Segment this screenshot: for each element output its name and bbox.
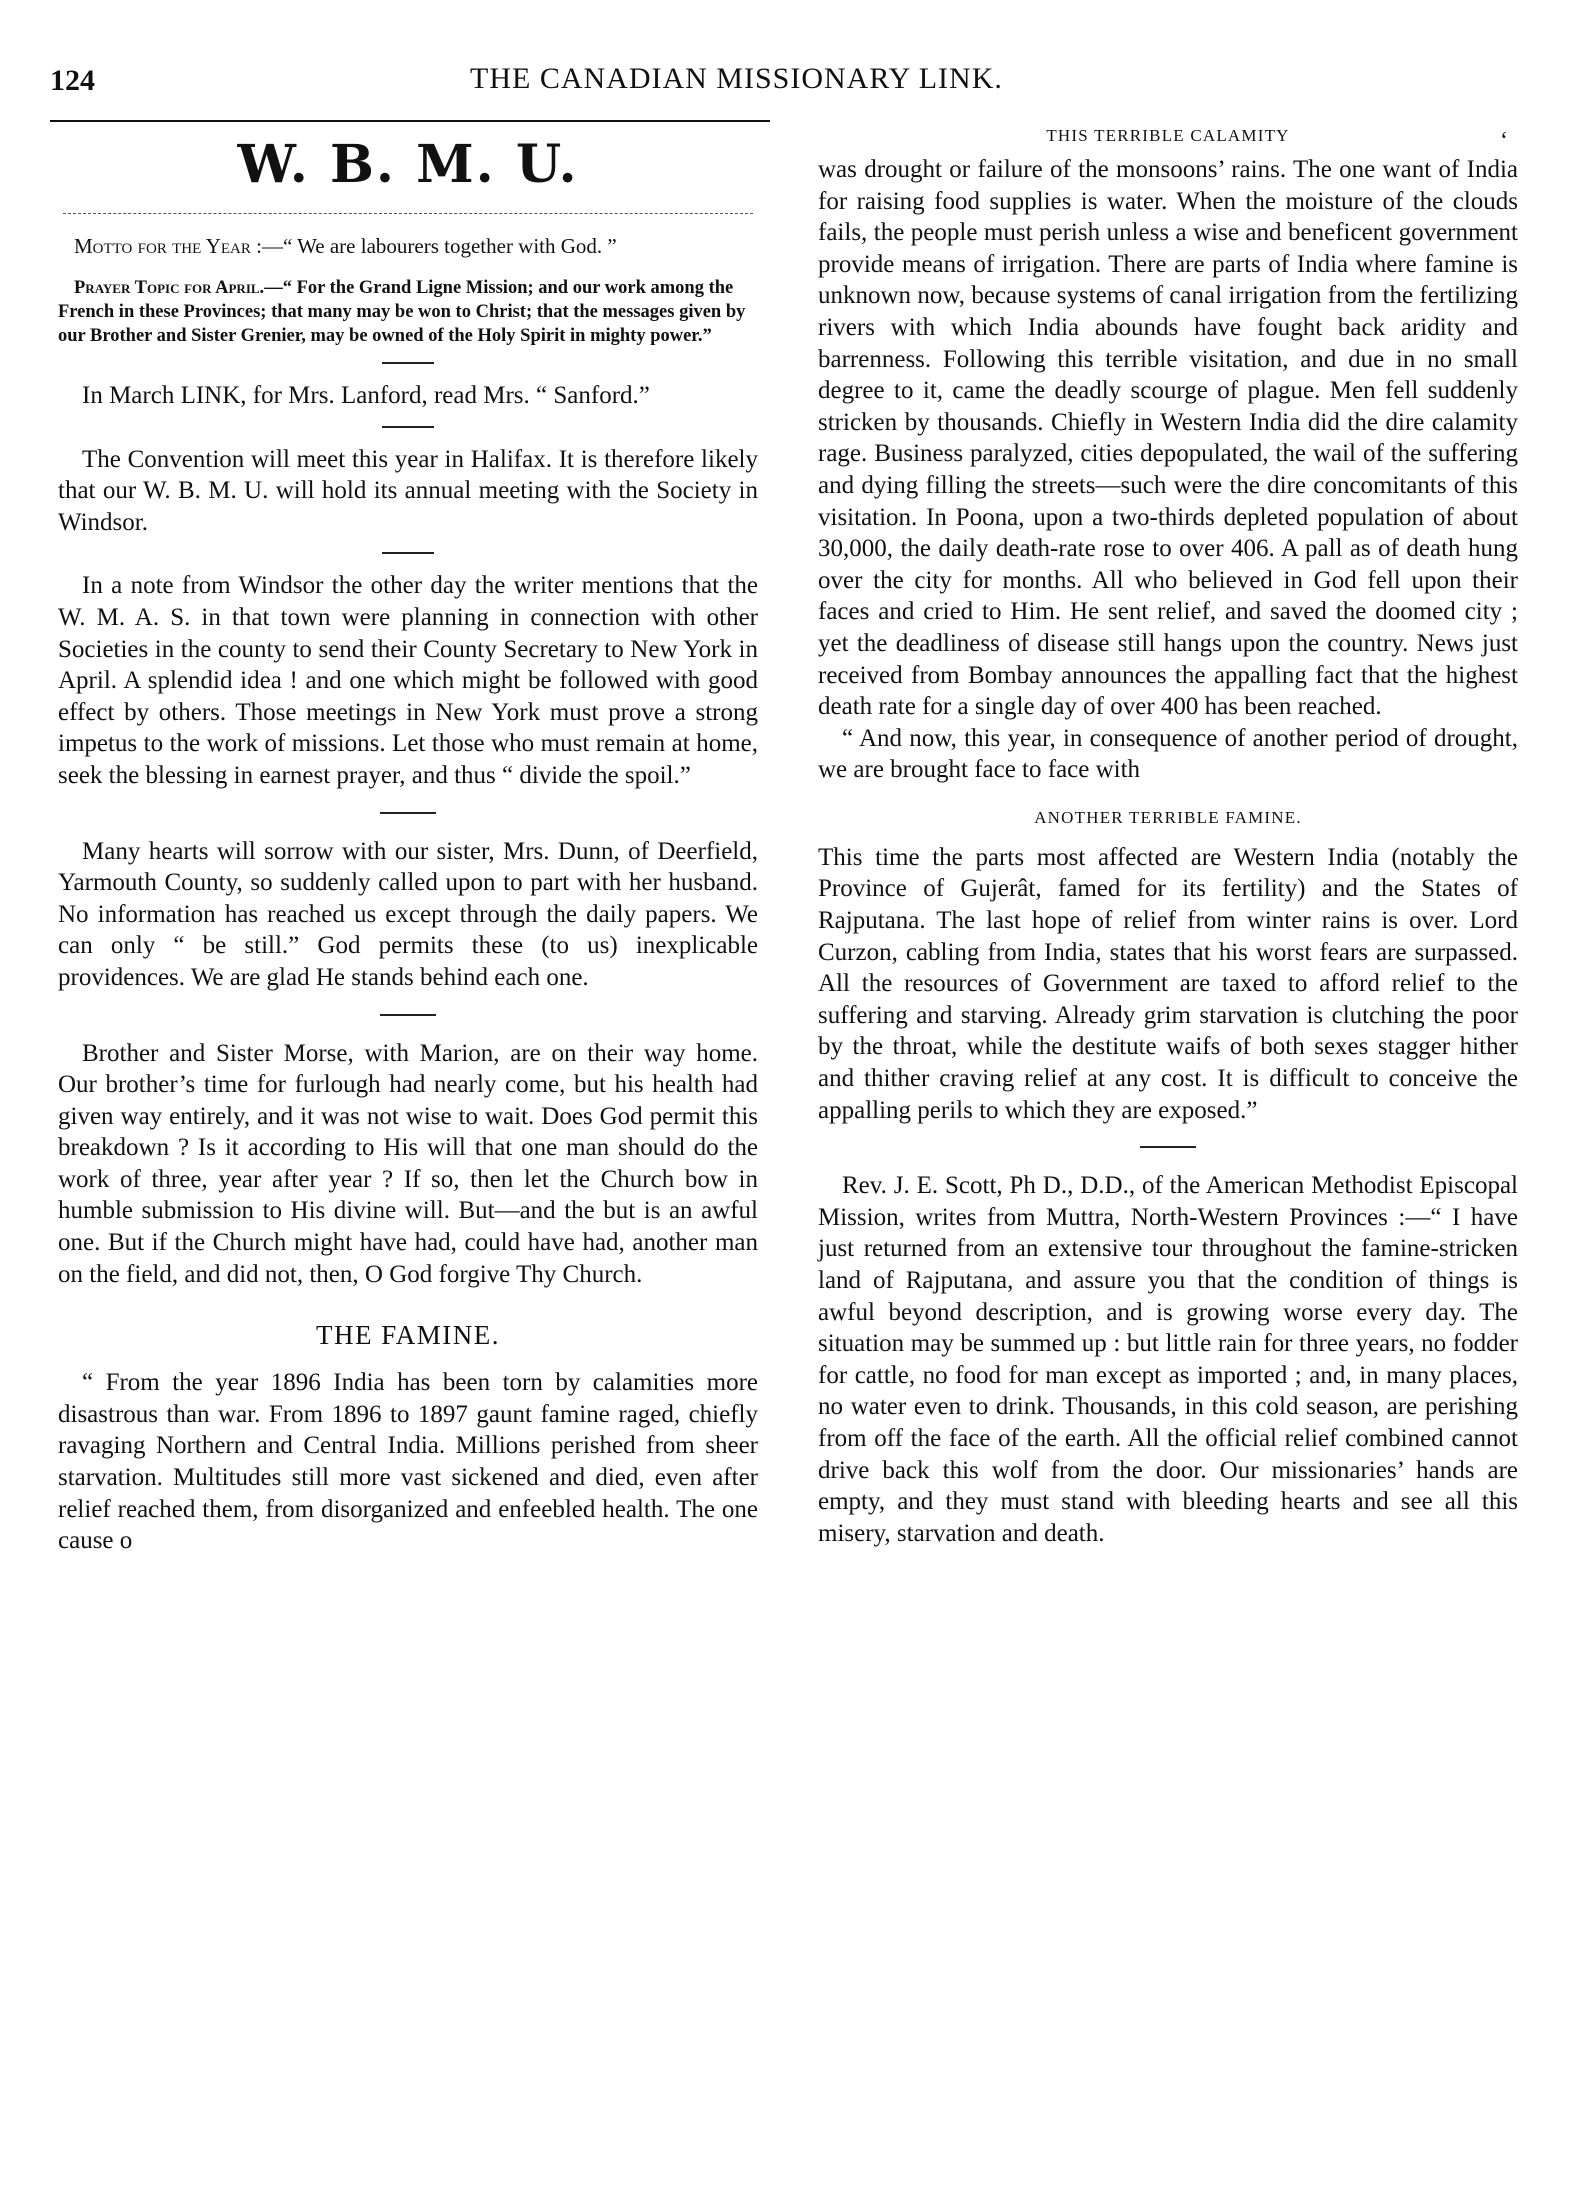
margin-mark: ‘ bbox=[1500, 128, 1508, 154]
paragraph-drought: “ And now, this year, in consequence of another period of drought, we are brought face to face with bbox=[818, 724, 1518, 784]
running-header bbox=[50, 60, 1530, 110]
paragraph-windsor-note: In a note from Windsor the other day the writer mentions that the W. M. A. S. in that town were planning in connection with other Societies in the county to send their County Secretary to New York in April. A splendid idea ! and one which might be followed with good effect by others. Those meetings in New York must prove a strong impetus to the work of missions. Let those who must remain at home, seek the blessing in earnest prayer, and thus “ divide the spoil.” bbox=[58, 572, 758, 789]
prayer-topic-lead: Prayer Topic for April. bbox=[74, 278, 265, 298]
masthead: W. B. M. U. bbox=[237, 134, 579, 195]
prayer-topic-text: —“ For the Grand Ligne Mission; and our work among the French in these Provinces; that many may be won to Christ; that the messages given by our Brother and Sister Grenier, may be owned of the Holy Spirit in mighty power.” bbox=[58, 278, 746, 346]
separator-rule bbox=[380, 1014, 436, 1016]
paragraph-morse: Brother and Sister Morse, with Marion, are on their way home. Our brother’s time for furlough had nearly come, but his health had given way entirely, and it was not wise to wait. Does God permit this breakdown ? Is it according to His will that one man should do the work of three, year after year ? If so, then let the Church bow in humble submission to His divine will. But—and the but is an awful one. But if the Church might have had, could have had, another man on the field, and did not, then, O God forgive Thy Church. bbox=[58, 1039, 758, 1288]
left-column bbox=[58, 126, 758, 1557]
section-heading-famine: THE FAMINE. bbox=[316, 1320, 500, 1351]
masthead-rule bbox=[63, 213, 753, 214]
prayer-topic bbox=[58, 276, 758, 348]
paragraph-calamity: was drought or failure of the monsoons’ rains. The one want of India for raising food supplies is water. When the moisture of the clouds fails, the people must perish unless a wise and beneficent government provide means of irrigation. There are parts of India where famine is unknown now, because systems of canal irrigation from the fertilizing rivers with which India abounds have fought back aridity and barrenness. Following this terrible visitation, and due in no small degree to it, came the deadly scourge of plague. Men fell suddenly stricken by thousands. Chiefly in Western India did the dire calamity rage. Business paralyzed, cities depopulated, the wail of the suffering and dying filling the streets—such were the dire concomitants of this visitation. In Poona, upon a two-thirds depleted population of about 30,000, the daily death-rate rose to over 406. A pall as of death hung over the city for months. All who believed in God fell upon their faces and cried to Him. He sent relief, and saved the doomed city ; yet the deadliness of disease still hangs upon the country. News just received from Bombay announces the appalling fact that the highest death rate for a single day of over 400 has been reached. bbox=[818, 156, 1518, 721]
subheading-another-famine: ANOTHER TERRIBLE FAMINE. bbox=[1034, 807, 1302, 827]
paragraph-dunn: Many hearts will sorrow with our sister, Mrs. Dunn, of Deerfield, Yarmouth County, so suddenly called upon to part with her husband. No information has reached us except through the daily papers. We can only “ be still.” God permits these (to us) inexplicable providences. We are glad He stands behind each one. bbox=[58, 837, 758, 991]
running-title: THE CANADIAN MISSIONARY LINK. bbox=[470, 62, 1003, 95]
paragraph-famine-intro: “ From the year 1896 India has been torn by calamities more disastrous than war. From 1896 to 1897 gaunt famine raged, chiefly ravaging Northern and Central India. Millions perished from sheer starvation. Multitudes still more vast sickened and died, even after relief reached them, from disorganized and enfeebled health. The one cause o bbox=[58, 1369, 758, 1555]
paragraph-convention: The Convention will meet this year in Halifax. It is therefore likely that our W. B. M. U. will hold its annual meeting with the Society in Windsor. bbox=[58, 445, 758, 536]
page-number: 124 bbox=[50, 64, 95, 97]
separator-rule bbox=[382, 362, 434, 364]
header-rule bbox=[50, 120, 770, 122]
motto-lead: Motto for the Year bbox=[74, 234, 251, 258]
right-column bbox=[818, 126, 1518, 1549]
subheading-terrible-calamity: THIS TERRIBLE CALAMITY bbox=[1046, 126, 1290, 145]
separator-rule bbox=[382, 552, 434, 554]
separator-rule bbox=[380, 812, 436, 814]
motto bbox=[58, 232, 758, 260]
paragraph-correction: In March LINK, for Mrs. Lanford, read Mrs. “ Sanford.” bbox=[82, 382, 650, 409]
paragraph-western-india: This time the parts most affected are Western India (notably the Province of Gujerât, famed for its fertility) and the States of Rajputana. The last hope of relief from winter rains is over. Lord Curzon, cabling from India, states that his worst fears are surpassed. All the resources of Government are taxed to afford relief to the suffering and starving. Already grim starvation is clutching the poor by the throat, while the destitute waifs of both sexes stagger hither and thither craving relief at any cost. It is difficult to conceive the appalling perils to which they are exposed.” bbox=[818, 843, 1518, 1124]
motto-text: :—“ We are labourers together with God. ” bbox=[256, 234, 617, 258]
paragraph-scott: Rev. J. E. Scott, Ph D., D.D., of the American Methodist Episcopal Mission, writes from Muttra, North-Western Provinces :—“ I have just returned from an extensive tour throughout the famine-stricken land of Rajputana, and assure you that the condition of things is awful beyond description, and is growing worse every day. The situation may be summed up : but little rain for three years, no fodder for cattle, no food for man except as imported ; and, in many places, no water even to drink. Thousands, in this cold season, are perishing from off the face of the earth. All the official relief combined cannot drive back this wolf from the door. Our missionaries’ hands are empty, and they must stand with bleeding hearts and see all this misery, starvation and death. bbox=[818, 1172, 1518, 1547]
separator-rule bbox=[1140, 1146, 1196, 1148]
separator-rule bbox=[382, 426, 434, 428]
